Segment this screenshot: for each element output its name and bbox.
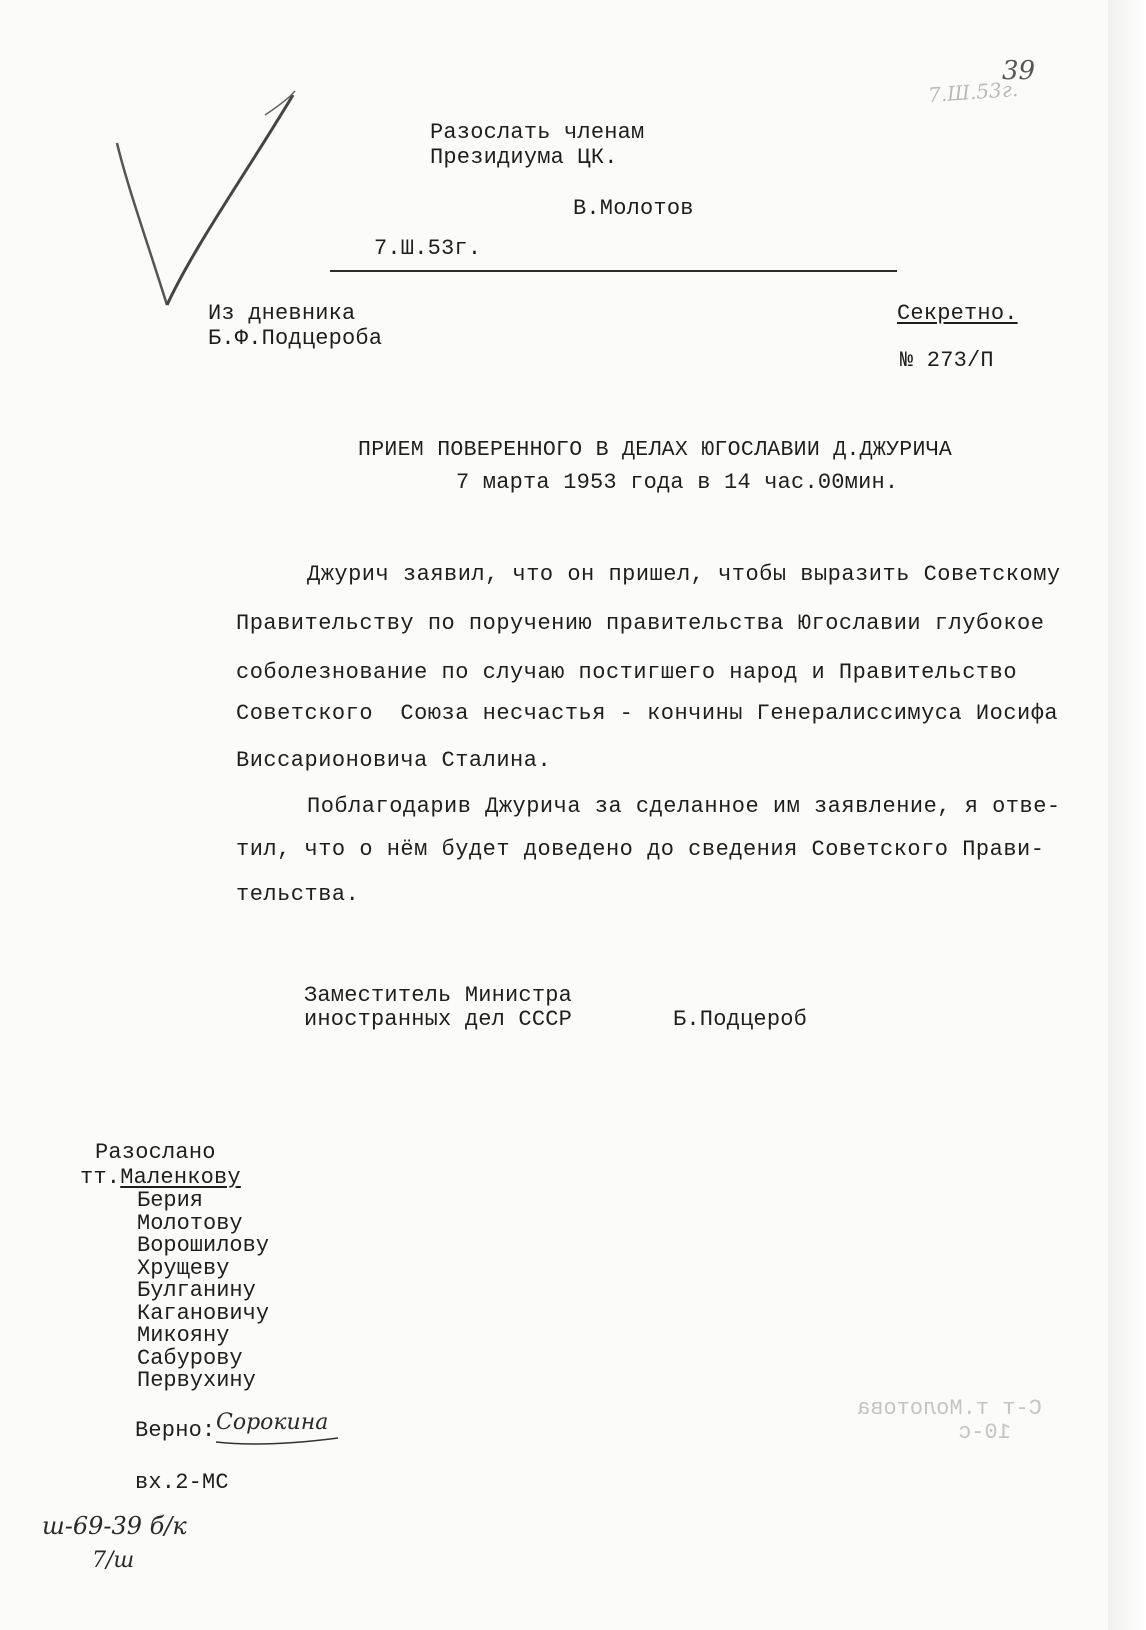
distribution-first-name: Маленкову: [120, 1165, 241, 1190]
body-line: Советского Союза несчастья - кончины Генералиссимуса Иосифа: [236, 701, 1059, 726]
distribution-item: Хрущеву: [137, 1255, 230, 1281]
source-line-2: Б.Ф.Подцероба: [208, 326, 383, 351]
incoming-reference: вх.2-МС: [135, 1470, 229, 1495]
body-line: соболезнование по случаю постигшего народ и Правительство: [236, 660, 1018, 685]
distribution-item: Сабурову: [137, 1345, 243, 1371]
distribution-item: Кагановичу: [137, 1300, 270, 1326]
archive-note-2: 7/ш: [92, 1548, 135, 1573]
verified-signature: Сорокина: [216, 1410, 329, 1435]
body-line: тельства.: [236, 882, 360, 907]
signer-title-2: иностранных дел СССР: [304, 1007, 573, 1032]
verified-label: Верно:: [135, 1418, 216, 1443]
checkmark-mark: [105, 85, 305, 325]
resolution-date: 7.Ш.53г.: [374, 236, 482, 261]
distribution-prefix: тт.: [80, 1165, 121, 1190]
mirrored-stamp-line-1: С-т т.Молотова: [857, 1396, 1042, 1421]
archive-note-1: ш-69-39 б/к: [42, 1512, 187, 1540]
resolution-signature: В.Молотов: [573, 196, 694, 221]
resolution-line-2: Президиума ЦК.: [430, 145, 618, 170]
distribution-item: Микояну: [137, 1323, 230, 1348]
body-line: Правительству по поручению правительства Югославии глубокое: [236, 611, 1045, 636]
document-number: № 273/П: [900, 348, 994, 373]
distribution-item: Молотову: [137, 1210, 243, 1236]
body-line: Виссарионовича Сталина.: [236, 748, 552, 773]
document-subtitle: 7 марта 1953 года в 14 час.00мин.: [456, 470, 899, 495]
distribution-item: Булганину: [137, 1278, 256, 1303]
signature-flourish: [212, 1432, 342, 1448]
document-title: ПРИЕМ ПОВЕРЕННОГО В ДЕЛАХ ЮГОСЛАВИИ Д.ДЖУРИЧА: [358, 438, 953, 462]
distribution-item: Ворошилову: [137, 1233, 270, 1258]
resolution-rule: [330, 270, 897, 272]
body-line: Джурич заявил, что он пришел, чтобы выразить Советскому: [307, 562, 1061, 587]
source-line-1: Из дневника: [208, 301, 356, 326]
distribution-heading: Разослано: [95, 1140, 216, 1165]
faint-date-stamp: 7.Ш.53г.: [927, 76, 1019, 108]
distribution-item: Первухину: [137, 1368, 256, 1393]
resolution-line-1: Разослать членам: [430, 120, 645, 145]
mirrored-stamp-line-2: 10-с: [958, 1420, 1011, 1445]
signer-name: Б.Подцероб: [673, 1007, 808, 1032]
body-line: Поблагодарив Джурича за сделанное им заявление, я отве-: [307, 794, 1061, 819]
signer-title-1: Заместитель Министра: [304, 983, 573, 1008]
body-line: тил, что о нём будет доведено до сведения Советского Прави-: [236, 837, 1045, 862]
page-edge-shadow: [1108, 0, 1146, 1630]
distribution-list: [137, 1190, 269, 1393]
distribution-item: Берия: [137, 1188, 204, 1213]
classification-label: Секретно.: [897, 301, 1018, 326]
page-number: 39: [1002, 56, 1036, 86]
